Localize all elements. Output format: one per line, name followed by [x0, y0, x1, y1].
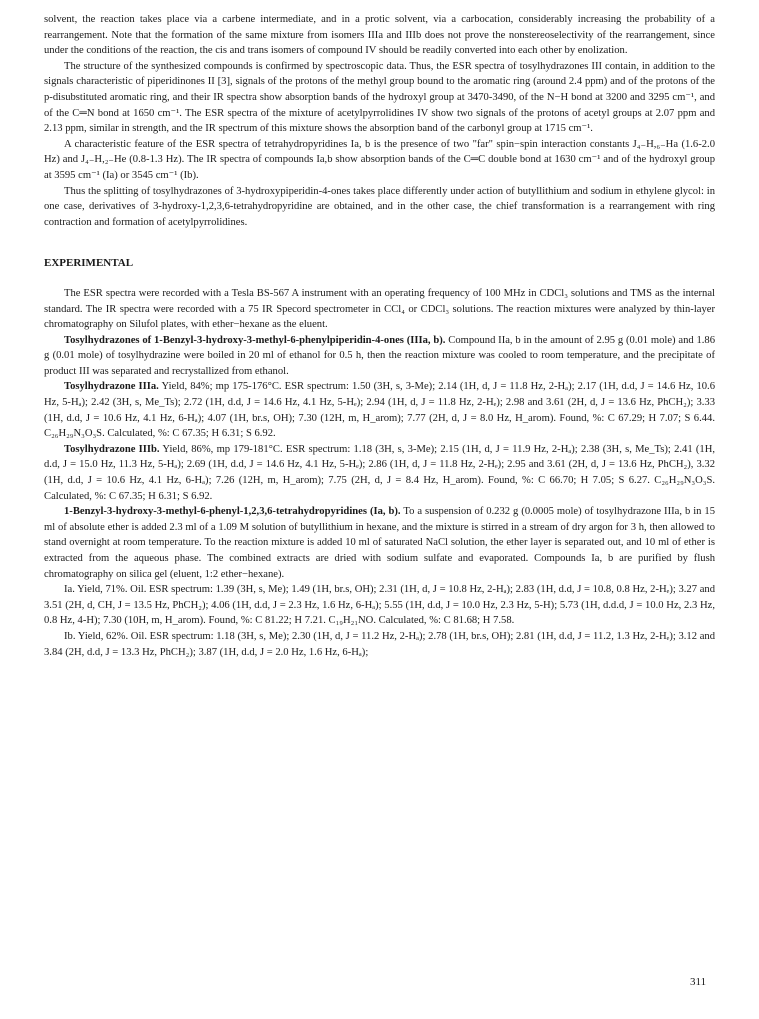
experimental-paragraph — [44, 379, 715, 441]
experimental-paragraph — [44, 504, 715, 582]
experimental-paragraph — [44, 333, 715, 380]
runin-title: Tosylhydrazone IIIa. — [64, 381, 159, 393]
paragraph: A characteristic feature of the ESR spectra of tetrahydropyridines Ia, b is the presence of two "far" spin−spin interaction constants J₄₋H,₆₋Ha (1.6-2.0 Hz) and J₄₋H,₂₋He (0.8-1.3 Hz). The IR spectra of compounds Ia,b show absorption bands of the C═C double bond at 1630 cm⁻¹ and of the hydroxyl group at 3595 cm⁻¹ (Ia) or 3545 cm⁻¹ (Ib). — [44, 138, 715, 181]
experimental-paragraph — [44, 442, 715, 504]
paragraph-text: Ia. Yield, 71%. Oil. ESR spectrum: 1.39 (3H, s, Me); 1.49 (1H, br.s, OH); 2.31 (1H, d, J = 10.8 Hz, 2-Hₐ); 2.83 (1H, d.d, J = 10.8, 0.8 Hz, 2-Hₑ); 3.27 and 3.51 (2H, d, CH, J = 13.5 Hz, PhCH₂); 4.06 (1H, d.d, J = 2.3 Hz, 1.6 Hz, 6-Hₐ); 5.55 (1H, d.d, J = 10.0 Hz, 2.3 Hz, 5-H); 5.73 (1H, d.d.d, J = 10.0 Hz, 2.3 Hz, 0.8 Hz, 4-H); 7.30 (10H, m, H_arom). Found, %: C 81.22; H 7.21. C₁₉H₂₁NO. Calculated, %: C 81.68; H 7.58. — [44, 584, 715, 627]
experimental-paragraph — [44, 629, 715, 660]
paragraph-text: The ESR spectra were recorded with a Tesla BS-567 A instrument with an operating frequency of 100 MHz in CDCl₃ solutions and TMS as the internal standard. The IR spectra were recorded with a 75 IR Specord spectrometer in CCl₄ or CDCl₃ solutions. The reaction mixtures were analyzed by thin-layer chromatography on Silufol plates, with ether−hexane as the eluent. — [44, 287, 715, 331]
runin-title: Tosylhydrazones of 1-Benzyl-3-hydroxy-3-methyl-6-phenylpiperidin-4-ones (IIIa, b). — [64, 334, 446, 346]
page-number: 311 — [690, 976, 707, 988]
experimental-paragraph — [44, 582, 715, 629]
experimental-paragraph — [44, 286, 715, 333]
paragraph: solvent, the reaction takes place via a carbene intermediate, and in a protic solvent, via a carbocation, considerably increasing the probability of a rearrangement. Note that the formation of the same mixture from isomers IIIa and IIIb does not prove the nonstereoselectivity of the rearrangement, since under the conditions of the reaction, the cis and trans isomers of compound IV should be readily converted into each other by enolization. — [44, 14, 715, 57]
section-heading: EXPERIMENTAL — [44, 257, 134, 270]
paragraph-text: Compound IIa, b in the amount of 2.95 g (0.01 mole) and 1.86 g (0.01 mole) of tosylhydrazine were boiled in 20 ml of ethanol for 0.5 h, then the reaction mixture was cooled to room temperature, and the precipitate of product III was separated and recrystallized from ethanol. — [44, 334, 716, 377]
page-body — [44, 12, 715, 660]
paragraph: The structure of the synthesized compounds is confirmed by spectroscopic data. Thus, the ESR spectra of tosylhydrazones III contain, in addition to the signals characteristic of piperidinones II [3], signals of the protons of the methyl group bound to the aromatic ring (around 2.4 ppm) and of the protons of the p-disubstituted aromatic ring, and their IR spectra show absorption bands of the hydroxyl group at 3470-3490, of the N−H bond at 3200 and 3295 cm⁻¹, and of the C═N bond at 1650 cm⁻¹. The ESR spectra of the mixture of acetylpyrrolidines IV show two signals of the protons of acetyl groups at 2.07 ppm and 2.13 ppm, similar in strength, and the IR spectrum of this mixture shows the absorption band of the carbonyl group at 1715 cm⁻¹. — [44, 60, 715, 135]
paragraph-text: To a suspension of 0.232 g (0.0005 mole) of tosylhydrazone IIIa, b in 15 ml of absolute ether is added 2.3 ml of a 1.09 M solution of butyllithium in hexane, and the mixture is stirred in a stream of dry argon for 3 h, then allowed to stand overnight at room temperature. To the reaction mixture is added 10 ml of saturated NaCl solution, the ether layer is separated out, and 10 ml of ether is extracted from the aqueous phase. The combined extracts are dried with sodium sulfate and evaporated. Compounds Ia, b are purified by flush chromatography on silica gel (eluent, 1:2 ether−hexane). — [44, 506, 715, 580]
paragraph-text: Yield, 86%, mp 179-181°C. ESR spectrum: 1.18 (3H, s, 3-Me); 2.15 (1H, d, J = 11.9 Hz, 2-Hₐ); 2.38 (3H, s, Me_Ts); 2.41 (1H, d.d, J = 15.0 Hz, 11.3 Hz, 5-Hₐ); 2.69 (1H, d.d, J = 14.6 Hz, 4.1 Hz, 5-Hₑ); 2.86 (1H, d, J = 11.8 Hz, 2-Hₑ); 2.95 and 3.61 (2H, d, J = 13.6 Hz, PhCH₂), 3.32 (1H, d.d, J = 10.6 Hz, 4.1 Hz, 6-Hₐ); 7.26 (12H, m, H_arom); 7.75 (2H, d, J = 8.4 Hz, H_arom). Found, %: C 66.70; H 7.05; S 6.27. C₂₆H₂₉N₃O₃S. Calculated, %: C 67.35; H 6.31; S 6.92. — [44, 443, 715, 502]
runin-title: Tosylhydrazone IIIb. — [64, 443, 160, 455]
paragraph-text: Yield, 84%; mp 175-176°C. ESR spectrum: 1.50 (3H, s, 3-Me); 2.14 (1H, d, J = 11.8 Hz, 2-Hₐ); 2.17 (1H, d.d, J = 14.6 Hz, 10.6 Hz, 5-Hₐ); 2.42 (3H, s, Me_Ts); 2.72 (1H, d.d, J = 14.6 Hz, 4.1 Hz, 5-Hₑ); 2.94 (1H, d, J = 11.8 Hz, 2-Hₑ); 2.98 and 3.61 (2H, d, J = 13.6 Hz, PhCH₂); 3.33 (1H, d.d, J = 10.6 Hz, 4.1 Hz, 6-Hₐ); 4.07 (1H, br.s, OH); 7.30 (12H, m, H_arom); 7.77 (2H, d, J = 8.0 Hz, H_arom). Found, %: C 67.29; H 7.07; S 6.44. C₂₆H₂₉N₃O₃S. Calculated, %: C 67.35; H 6.31; S 6.92. — [44, 381, 715, 440]
runin-title: 1-Benzyl-3-hydroxy-3-methyl-6-phenyl-1,2,3,6-tetrahydropyridines (Ia, b). — [64, 506, 401, 518]
paragraph-text: Ib. Yield, 62%. Oil. ESR spectrum: 1.18 (3H, s, Me); 2.30 (1H, d, J = 11.2 Hz, 2-Hₐ); 2.78 (1H, br.s, OH); 2.81 (1H, d.d, J = 11.2, 1.3 Hz, 2-Hₑ); 3.12 and 3.84 (2H, d.d, J = 13.3 Hz, PhCH₂); 3.87 (1H, d.d, J = 2.0 Hz, 1.6 Hz, 6-Hₐ); — [44, 630, 715, 658]
paragraph: Thus the splitting of tosylhydrazones of 3-hydroxypiperidin-4-ones takes place differently under action of butyllithium and sodium in ethylene glycol: in one case, derivatives of 3-hydroxy-1,2,3,6-tetrahydropyridine are obtained, and in the other case, the chief transformation is a rearrangement with ring contraction and formation of acetylpyrrolidines. — [44, 185, 715, 228]
